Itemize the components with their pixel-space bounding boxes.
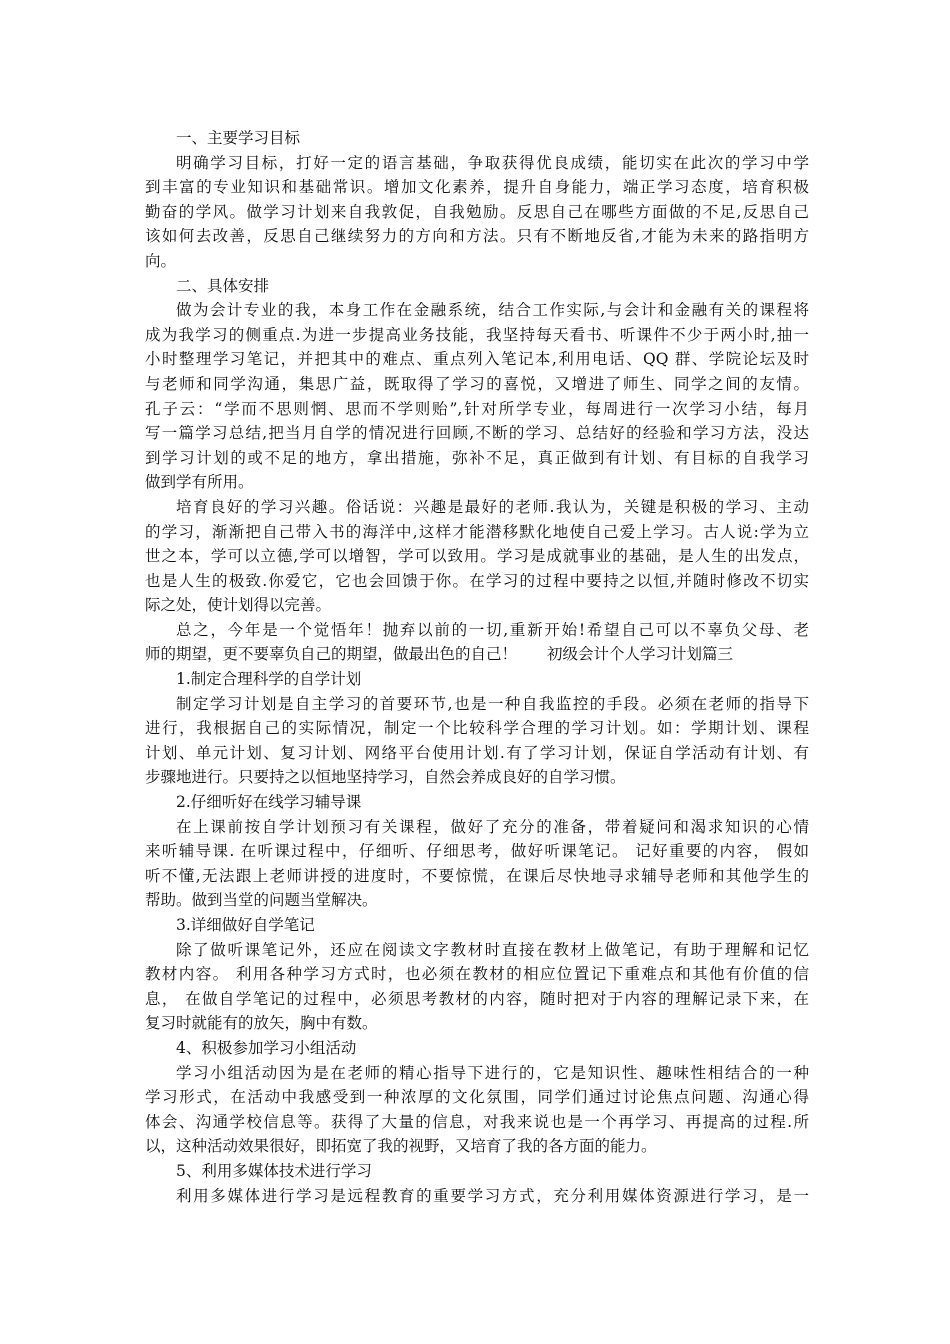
- line-text: 步骤地进行。只要持之以恒地坚持学习，自然会养成良好的自学习惯。: [145, 768, 626, 787]
- document-page: [145, 126, 809, 1208]
- line-text: 听不懂,无法跟上老师讲授的进度时，不要惊慌，在课后尽快地寻求辅导老师和其他学生的: [145, 866, 809, 885]
- paragraph-first-line: [145, 298, 809, 323]
- line-text: 的学习，渐渐把自己带入书的海洋中,这样才能潜移默化地使自己爱上学习。古人说:学为立: [145, 522, 809, 541]
- line-text: 与老师和同学沟通，集思广益，既取得了学习的喜悦，又增进了师生、同学之间的友情。: [145, 374, 809, 393]
- line-text: 世之本，学可以立德,学可以增智，学可以致用。学习是成就事业的基础，是人生的出发点，: [145, 547, 809, 566]
- line-text: 该如何去改善，反思自己继续努力的方向和方法。只有不断地反省,才能为未来的路指明方: [145, 227, 809, 246]
- paragraph-first-line: [145, 692, 809, 717]
- line-text: 4、积极参加学习小组活动: [176, 1038, 357, 1057]
- paragraph-line: [145, 421, 809, 446]
- line-text: 5、利用多媒体技术进行学习: [176, 1161, 372, 1180]
- section-heading: [145, 274, 809, 299]
- line-text: 总之，今年是一个觉悟年！抛弃以前的一切,重新开始!希望自己可以不辜负父母、老: [176, 620, 809, 639]
- line-text: 复习时就能有的放矢，胸中有数。: [145, 1014, 378, 1033]
- line-text: 二、具体安排: [176, 276, 270, 295]
- paragraph-line: [145, 716, 809, 741]
- line-text: 以，这种活动效果很好，即拓宽了我的视野，又培育了我的各方面的能力。: [145, 1137, 657, 1156]
- paragraph-line: [145, 224, 809, 249]
- line-text: 在上课前按自学计划预习有关课程，做好了充分的准备，带着疑问和渴求知识的心情: [176, 817, 809, 836]
- paragraph-line: [145, 372, 809, 397]
- paragraph-first-line: [145, 1184, 809, 1209]
- line-text: 利用多媒体进行学习是远程教育的重要学习方式，充分利用媒体资源进行学习，是一: [176, 1186, 809, 1205]
- line-text: 培育良好的学习兴趣。俗话说：兴趣是最好的老师.我认为，关键是积极的学习、主动: [176, 497, 809, 516]
- section-heading: [145, 126, 809, 151]
- line-text: 3.详细做好自学笔记: [176, 916, 315, 934]
- line-text: 教材内容。 利用各种学习方式时，也必须在教材的相应位置记下重难点和其他有价值的信: [145, 965, 809, 984]
- paragraph-line: [145, 397, 809, 422]
- line-text: 帮助。做到当堂的问题当堂解决。: [145, 891, 378, 910]
- paragraph-last-line: [145, 888, 809, 913]
- line-text: 际之处，使计划得以完善。: [145, 596, 332, 615]
- line-text: 明确学习目标，打好一定的语言基础，争取获得优良成绩，能切实在此次的学习中学: [176, 153, 809, 172]
- line-text: 向。: [145, 251, 177, 270]
- paragraph-line: [145, 1085, 809, 1110]
- line-text: 到学习计划的或不足的地方，拿出措施，弥补不足，真正做到有计划、有目标的自我学习: [145, 448, 809, 467]
- section-heading: [145, 790, 809, 815]
- paragraph-line: [145, 1110, 809, 1135]
- inline-section-title: 初级会计个人学习计划篇三: [547, 645, 734, 664]
- paragraph-line: [145, 323, 809, 348]
- paragraph-last-line: [145, 642, 809, 667]
- paragraph-line: [145, 741, 809, 766]
- paragraph-line: [145, 520, 809, 545]
- paragraph-line: [145, 569, 809, 594]
- line-text: 体会、沟通学校信息等。获得了大量的信息，对我来说也是一个再学习、再提高的过程.所: [145, 1112, 809, 1131]
- paragraph-line: [145, 200, 809, 225]
- section-heading: [145, 1036, 809, 1061]
- line-text: 做到学有所用。: [145, 473, 254, 492]
- line-text: 写一篇学习总结,把当月自学的情况进行回顾,不断的学习、总结好的经验和学习方法，没达: [145, 424, 809, 443]
- line-text: 师的期望，更不要辜负自己的期望，做最出色的自己！: [145, 645, 518, 664]
- paragraph-first-line: [145, 815, 809, 840]
- section-heading: [145, 913, 809, 938]
- line-text: 2.仔细听好在线学习辅导课: [176, 793, 362, 812]
- paragraph-last-line: [145, 470, 809, 495]
- line-text: 孔子云：“学而不思则惘、思而不学则贻”,针对所学专业，每周进行一次学习小结，每月: [145, 399, 809, 418]
- line-text: 小时整理学习笔记，并把其中的难点、重点列入笔记本,利用电话、QQ 群、学院论坛及时: [145, 350, 809, 369]
- paragraph-first-line: [145, 618, 809, 643]
- paragraph-line: [145, 962, 809, 987]
- paragraph-last-line: [145, 765, 809, 790]
- line-text: 成为我学习的侧重点.为进一步提高业务技能，我坚持每天看书、听课件不少于两小时,抽一: [145, 325, 809, 344]
- section-heading: [145, 667, 809, 692]
- paragraph-line: [145, 446, 809, 471]
- line-text: 勤奋的学风。做学习计划来自我敦促，自我勉励。反思自己在哪些方面做的不足,反思自己: [145, 202, 809, 221]
- paragraph-first-line: [145, 151, 809, 176]
- line-text: 计划、单元计划、复习计划、网络平台使用计划.有了学习计划，保证自学活动有计划、有: [145, 743, 809, 762]
- line-text: 除了做听课笔记外，还应在阅读文字教材时直接在教材上做笔记，有助于理解和记忆: [176, 940, 809, 959]
- paragraph-line: [145, 864, 809, 889]
- paragraph-last-line: [145, 1134, 809, 1159]
- line-text: 做为会计专业的我，本身工作在金融系统，结合工作实际,与会计和金融有关的课程将: [176, 301, 809, 320]
- line-text: 制定学习计划是自主学习的首要环节,也是一种自我监控的手段。必须在老师的指导下: [176, 694, 809, 713]
- line-text: 1.制定合理科学的自学计划: [176, 670, 362, 689]
- paragraph-line: [145, 175, 809, 200]
- paragraph-last-line: [145, 1011, 809, 1036]
- paragraph-line: [145, 987, 809, 1012]
- section-heading: [145, 1159, 809, 1184]
- paragraph-line: [145, 544, 809, 569]
- line-text: 来听辅导课. 在听课过程中，仔细听、仔细思考，做好听课笔记。 记好重要的内容， 假如: [145, 842, 809, 861]
- paragraph-first-line: [145, 938, 809, 963]
- line-text: 学习形式，在活动中我感受到一种浓厚的文化氛围，同学们通过讨论焦点问题、沟通心得: [145, 1088, 809, 1107]
- line-text: 也是人生的极致.你爱它，它也会回馈于你。在学习的过程中要持之以恒,并随时修改不切实: [145, 571, 809, 590]
- line-text: 学习小组活动因为是在老师的精心指导下进行的，它是知识性、趣味性相结合的一种: [176, 1063, 809, 1082]
- line-text: 到丰富的专业知识和基础常识。增加文化素养，提升自身能力，端正学习态度，培育积极: [145, 178, 809, 197]
- paragraph-first-line: [145, 1061, 809, 1086]
- paragraph-line: [145, 347, 809, 372]
- paragraph-last-line: [145, 249, 809, 274]
- line-text: 一、主要学习目标: [176, 129, 301, 147]
- line-text: 进行，我根据自己的实际情况，制定一个比较科学合理的学习计划。如：学期计划、课程: [145, 719, 809, 738]
- paragraph-first-line: [145, 495, 809, 520]
- paragraph-line: [145, 839, 809, 864]
- paragraph-last-line: [145, 593, 809, 618]
- line-text: 息， 在做自学笔记的过程中，必须思考教材的内容，随时把对于内容的理解记录下来，在: [145, 989, 809, 1008]
